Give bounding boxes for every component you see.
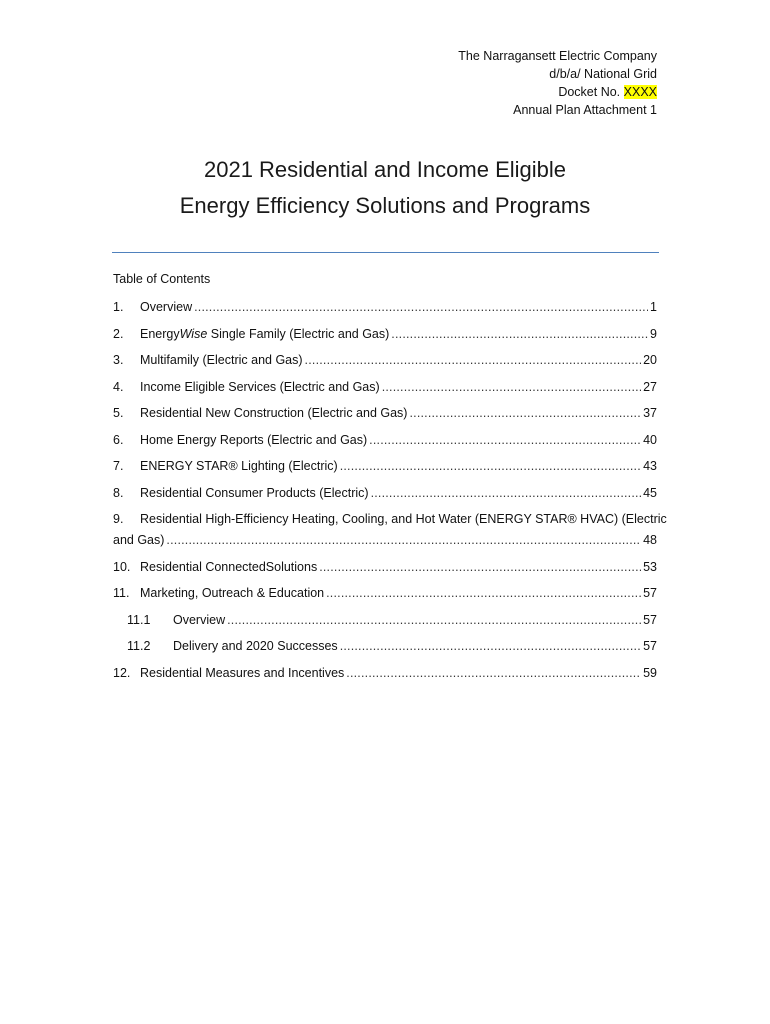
toc-page-number: 48	[643, 533, 657, 547]
toc-title: Overview	[173, 612, 226, 627]
toc-number: 4.	[113, 379, 124, 394]
toc-page-number: 59	[643, 665, 657, 680]
toc-entry-7[interactable]	[113, 457, 657, 475]
toc-title	[140, 325, 389, 343]
toc-number: 2.	[113, 326, 124, 341]
toc-page-number: 27	[643, 379, 657, 394]
toc-entry-2[interactable]	[113, 325, 657, 343]
toc-title: Delivery and 2020 Successes	[173, 639, 338, 653]
toc-entry-8[interactable]	[113, 484, 657, 502]
toc-entry-9[interactable]	[113, 510, 667, 549]
toc-title: Home Energy Reports (Electric and Gas)	[140, 432, 368, 447]
toc-page-number: 57	[643, 586, 657, 600]
toc-page-number: 43	[643, 459, 657, 473]
toc-entry-6[interactable]	[113, 431, 657, 449]
toc-heading: Table of Contents	[113, 272, 211, 286]
toc-title-prefix: Energy	[140, 326, 180, 341]
toc-leader	[227, 611, 641, 629]
toc-title-line-1: Residential High-Efficiency Heating, Cooling, and Hot Water (ENERGY STAR® HVAC) (Electric	[140, 512, 667, 526]
company-name: The Narragansett Electric Company	[458, 49, 657, 63]
toc-title-italic: Wise	[179, 326, 208, 341]
toc-number: 11.	[113, 586, 130, 600]
toc-title-suffix: Single Family (Electric and Gas)	[207, 326, 390, 341]
toc-number: 5.	[113, 406, 124, 420]
toc-leader	[305, 351, 642, 369]
toc-leader	[382, 378, 641, 396]
toc-leader	[391, 325, 648, 343]
toc-title: Marketing, Outreach & Education	[140, 586, 325, 600]
header-block	[458, 47, 657, 119]
toc-page-number: 20	[643, 353, 657, 367]
toc-page-number: 37	[643, 406, 657, 420]
toc-entry-12[interactable]	[113, 664, 657, 682]
toc-leader	[346, 664, 641, 682]
toc-number: 8.	[113, 485, 124, 500]
toc-leader	[326, 584, 641, 602]
toc-entry-3[interactable]	[113, 351, 657, 369]
toc-title-line-2: and Gas)	[113, 533, 165, 547]
toc-page-number: 1	[650, 300, 657, 314]
toc-number: 7.	[113, 459, 124, 473]
toc-page-number: 9	[650, 326, 657, 341]
docket-label: Docket No.	[558, 85, 624, 99]
toc-title: Residential Measures and Incentives	[140, 665, 345, 680]
toc-leader	[340, 457, 641, 475]
toc-number: 10.	[113, 559, 131, 574]
toc-number: 1.	[113, 300, 124, 314]
title-line-1: 2021 Residential and Income Eligible	[203, 157, 566, 182]
docket-number-highlight: XXXX	[623, 85, 657, 99]
toc-title: ENERGY STAR® Lighting (Electric)	[140, 459, 338, 473]
toc-title: Overview	[140, 300, 193, 314]
toc-entry-11-2[interactable]	[113, 637, 657, 655]
toc-page-number: 53	[643, 559, 657, 574]
toc-leader	[409, 404, 641, 422]
toc-number: 11.2	[127, 639, 151, 653]
toc-number: 6.	[113, 432, 124, 447]
toc-page-number: 45	[643, 485, 657, 500]
toc-title: Residential Consumer Products (Electric)	[140, 485, 369, 500]
attachment-line: Annual Plan Attachment 1	[513, 103, 657, 117]
toc-leader	[371, 484, 642, 502]
dba-line: d/b/a/ National Grid	[549, 67, 657, 81]
toc-title: Multifamily (Electric and Gas)	[140, 353, 303, 367]
toc-entry-1[interactable]	[113, 298, 657, 316]
toc-leader	[369, 431, 641, 449]
toc-entry-4[interactable]	[113, 378, 657, 396]
toc-leader	[319, 558, 641, 576]
toc-leader	[340, 637, 641, 655]
toc-number: 11.1	[127, 612, 151, 627]
toc-entry-10[interactable]	[113, 558, 657, 576]
toc-title: Income Eligible Services (Electric and Gas)	[140, 379, 380, 394]
toc-entry-11-1[interactable]	[113, 611, 657, 629]
title-divider	[112, 252, 659, 253]
toc-page-number: 40	[643, 432, 657, 447]
toc-leader	[166, 531, 641, 549]
document-title	[0, 152, 770, 224]
toc-title: Residential ConnectedSolutions	[140, 559, 318, 574]
toc-page-number: 57	[643, 612, 657, 627]
title-line-2: Energy Efficiency Solutions and Programs	[179, 193, 591, 218]
toc-number: 9.	[113, 512, 124, 526]
docket-line	[458, 83, 657, 101]
table-of-contents	[113, 298, 667, 690]
toc-entry-11[interactable]	[113, 584, 657, 602]
toc-number: 3.	[113, 353, 124, 367]
toc-number: 12.	[113, 665, 131, 680]
toc-title: Residential New Construction (Electric and Gas)	[140, 406, 408, 420]
toc-entry-5[interactable]	[113, 404, 657, 422]
toc-page-number: 57	[643, 639, 657, 653]
toc-leader	[194, 298, 648, 316]
